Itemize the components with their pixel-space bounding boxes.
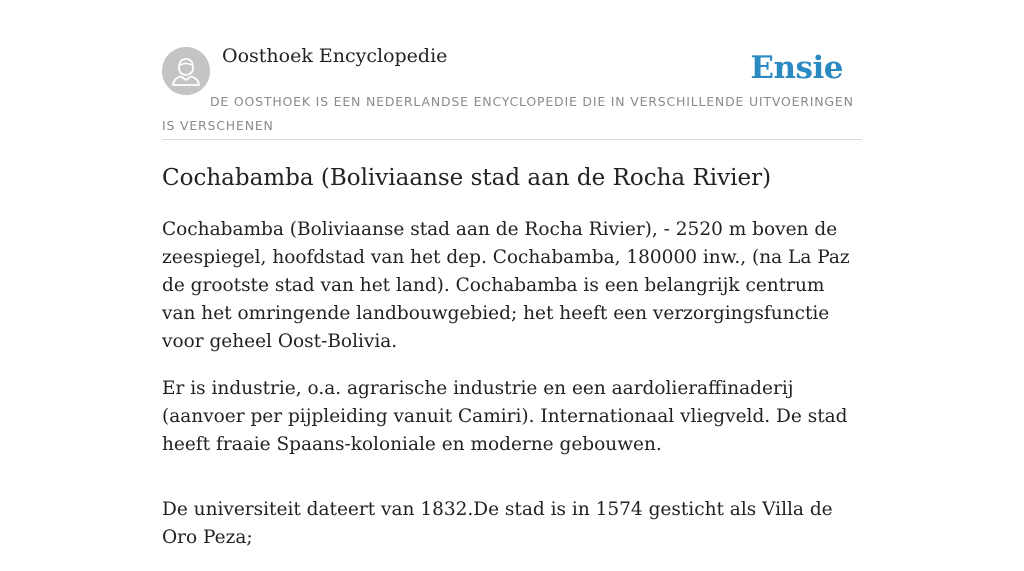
article-paragraph: Cochabamba (Boliviaanse stad aan de Rocha Rivier), - 2520 m boven de zeespiegel, hoofdstad van het dep. Cochabamba, 180000 inw., (na La Paz de grootste stad van het land). Cochabamba is een belangrijk centrum van het omringende landbouwgebied; het heeft een verzorgingsfunctie voor geheel Oost-Bolivia. <box>162 219 850 352</box>
source-avatar[interactable] <box>162 47 210 95</box>
article-title: Cochabamba (Boliviaanse stad aan de Rocha Rivier) <box>162 165 772 191</box>
source-title[interactable]: Oosthoek Encyclopedie <box>222 45 448 67</box>
header-divider <box>162 139 862 140</box>
user-icon <box>162 47 210 95</box>
article-page <box>162 0 862 548</box>
ensie-logo[interactable]: Ensie <box>750 50 843 86</box>
article-body <box>162 216 862 571</box>
article-paragraph: Er is industrie, o.a. agrarische industrie en een aardolieraffinaderij (aanvoer per pijpleiding vanuit Camiri). Internationaal vliegveld. De stad heeft fraaie Spaans-koloniale en moderne gebouwen. <box>162 378 848 455</box>
source-description: DE OOSTHOEK IS EEN NEDERLANDSE ENCYCLOPEDIE DIE IN VERSCHILLENDE UITVOERINGEN IS VERSCHENEN <box>162 94 854 133</box>
article-paragraph: De universiteit dateert van 1832.De stad is in 1574 gesticht als Villa de Oro Peza; <box>162 499 833 548</box>
